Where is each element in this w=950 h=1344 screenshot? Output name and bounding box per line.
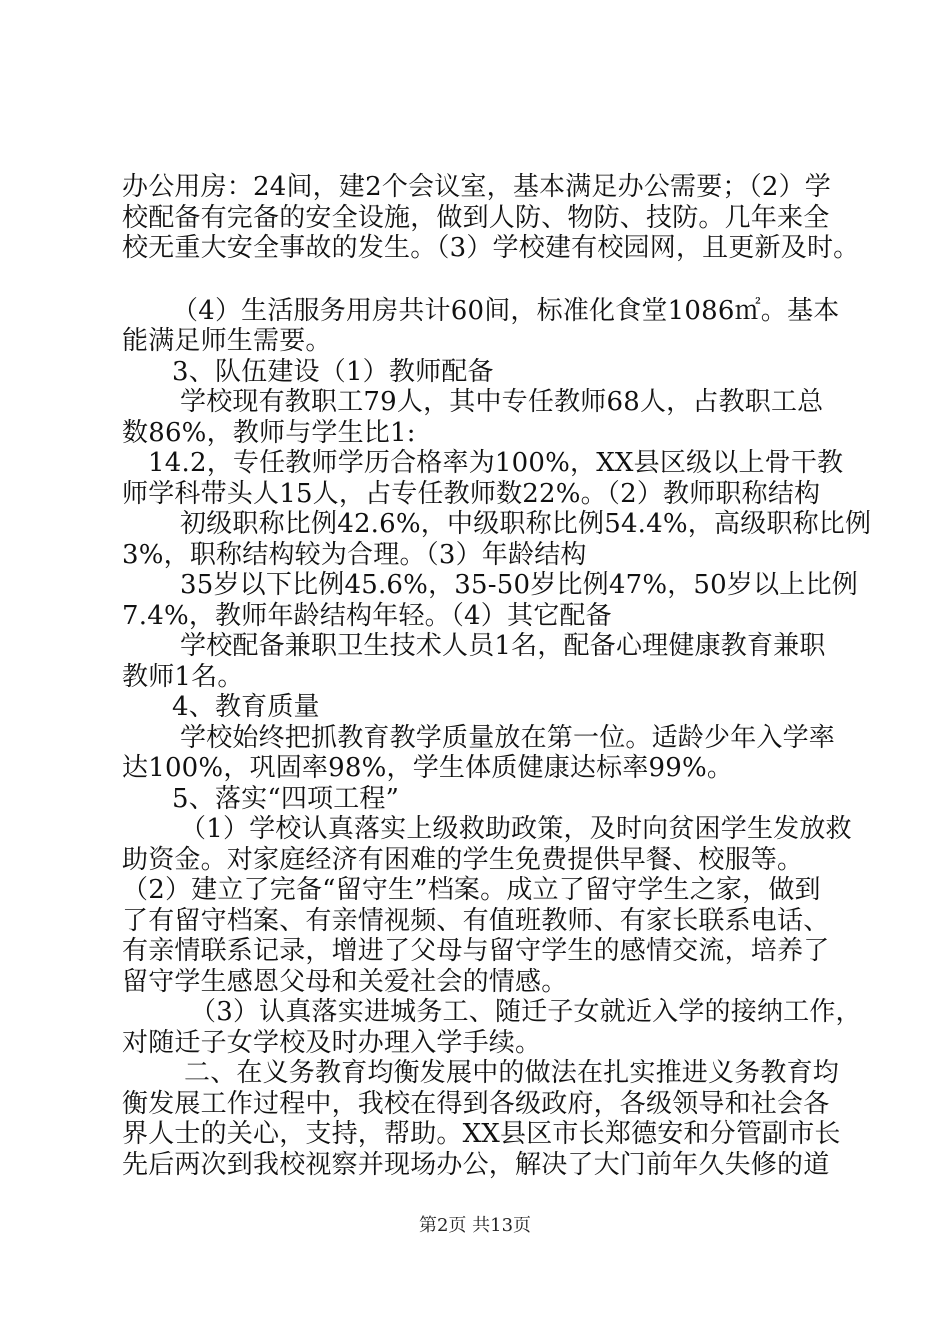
text-line: 35岁以下比例45.6%，35-50岁比例47%，50岁以上比例: [180, 570, 858, 600]
text-line: （1）学校认真落实上级救助政策，及时向贫困学生发放救: [180, 814, 852, 844]
section-heading: 5、落实“四项工程”: [172, 783, 400, 814]
section-heading: 3、队伍建设（1）教师配备: [172, 356, 494, 387]
text-line: 能满足师生需要。: [122, 326, 332, 356]
paragraph-gap: [122, 264, 852, 296]
text-line: 衡发展工作过程中，我校在得到各级政府，各级领导和社会各: [122, 1088, 830, 1119]
text-line: 校配备有完备的安全设施，做到人防、物防、技防。几年来全: [122, 202, 830, 233]
section-heading: 二、在义务教育均衡发展中的做法在扎实推进义务教育均: [184, 1058, 840, 1088]
text-line: 达100%，巩固率98%，学生体质健康达标率99%。: [122, 753, 734, 783]
text-line: 校无重大安全事故的发生。（3）学校建有校园网，且更新及时。: [122, 233, 860, 263]
text-line: 先后两次到我校视察并现场办公，解决了大门前年久失修的道: [122, 1149, 830, 1180]
text-line: 界人士的关心，支持，帮助。XX县区市长郑德安和分管副市长: [122, 1119, 841, 1149]
text-line: 14.2，专任教师学历合格率为100%，XX县区级以上骨干教: [148, 448, 844, 478]
text-line: （2）建立了完备“留守生”档案。成立了留守学生之家，做到: [122, 875, 821, 905]
text-line: 学校配备兼职卫生技术人员1名，配备心理健康教育兼职: [180, 631, 826, 661]
text-line: 助资金。对家庭经济有困难的学生免费提供早餐、校服等。: [122, 844, 804, 875]
text-line: 办公用房：24间，建2个会议室，基本满足办公需要；（2）学: [122, 172, 831, 202]
text-line: 教师1名。: [122, 661, 244, 692]
section-heading: 4、教育质量: [172, 692, 320, 722]
text-line: 有亲情联系记录，增进了父母与留守学生的感情交流，培养了: [122, 936, 830, 966]
text-line: 了有留守档案、有亲情视频、有值班教师、有家长联系电话、: [122, 905, 830, 936]
text-line: 7.4%，教师年龄结构年轻。（4）其它配备: [122, 600, 612, 631]
document-body: [122, 172, 872, 1180]
text-line: （4）生活服务用房共计60间，标准化食堂1086㎡。基本: [172, 295, 840, 326]
text-line: 学校始终把抓教育教学质量放在第一位。适龄少年入学率: [180, 722, 836, 753]
text-line: 师学科带头人15人，占专任教师数22%。（2）教师职称结构: [122, 478, 821, 509]
text-line: 学校现有教职工79人，其中专任教师68人，占教职工总: [180, 387, 824, 417]
text-line: 对随迁子女学校及时办理入学手续。: [122, 1027, 542, 1058]
text-line: 3%，职称结构较为合理。（3）年龄结构: [122, 539, 587, 570]
page-number-footer: 第2页 共13页: [418, 1215, 532, 1236]
text-line: 留守学生感恩父母和关爱社会的情感。: [122, 966, 568, 997]
text-line: （3）认真落实进城务工、随迁子女就近入学的接纳工作，: [190, 997, 862, 1027]
text-line: 数86%，教师与学生比1:: [122, 417, 416, 448]
text-line: 初级职称比例42.6%，中级职称比例54.4%，高级职称比例: [180, 509, 872, 539]
